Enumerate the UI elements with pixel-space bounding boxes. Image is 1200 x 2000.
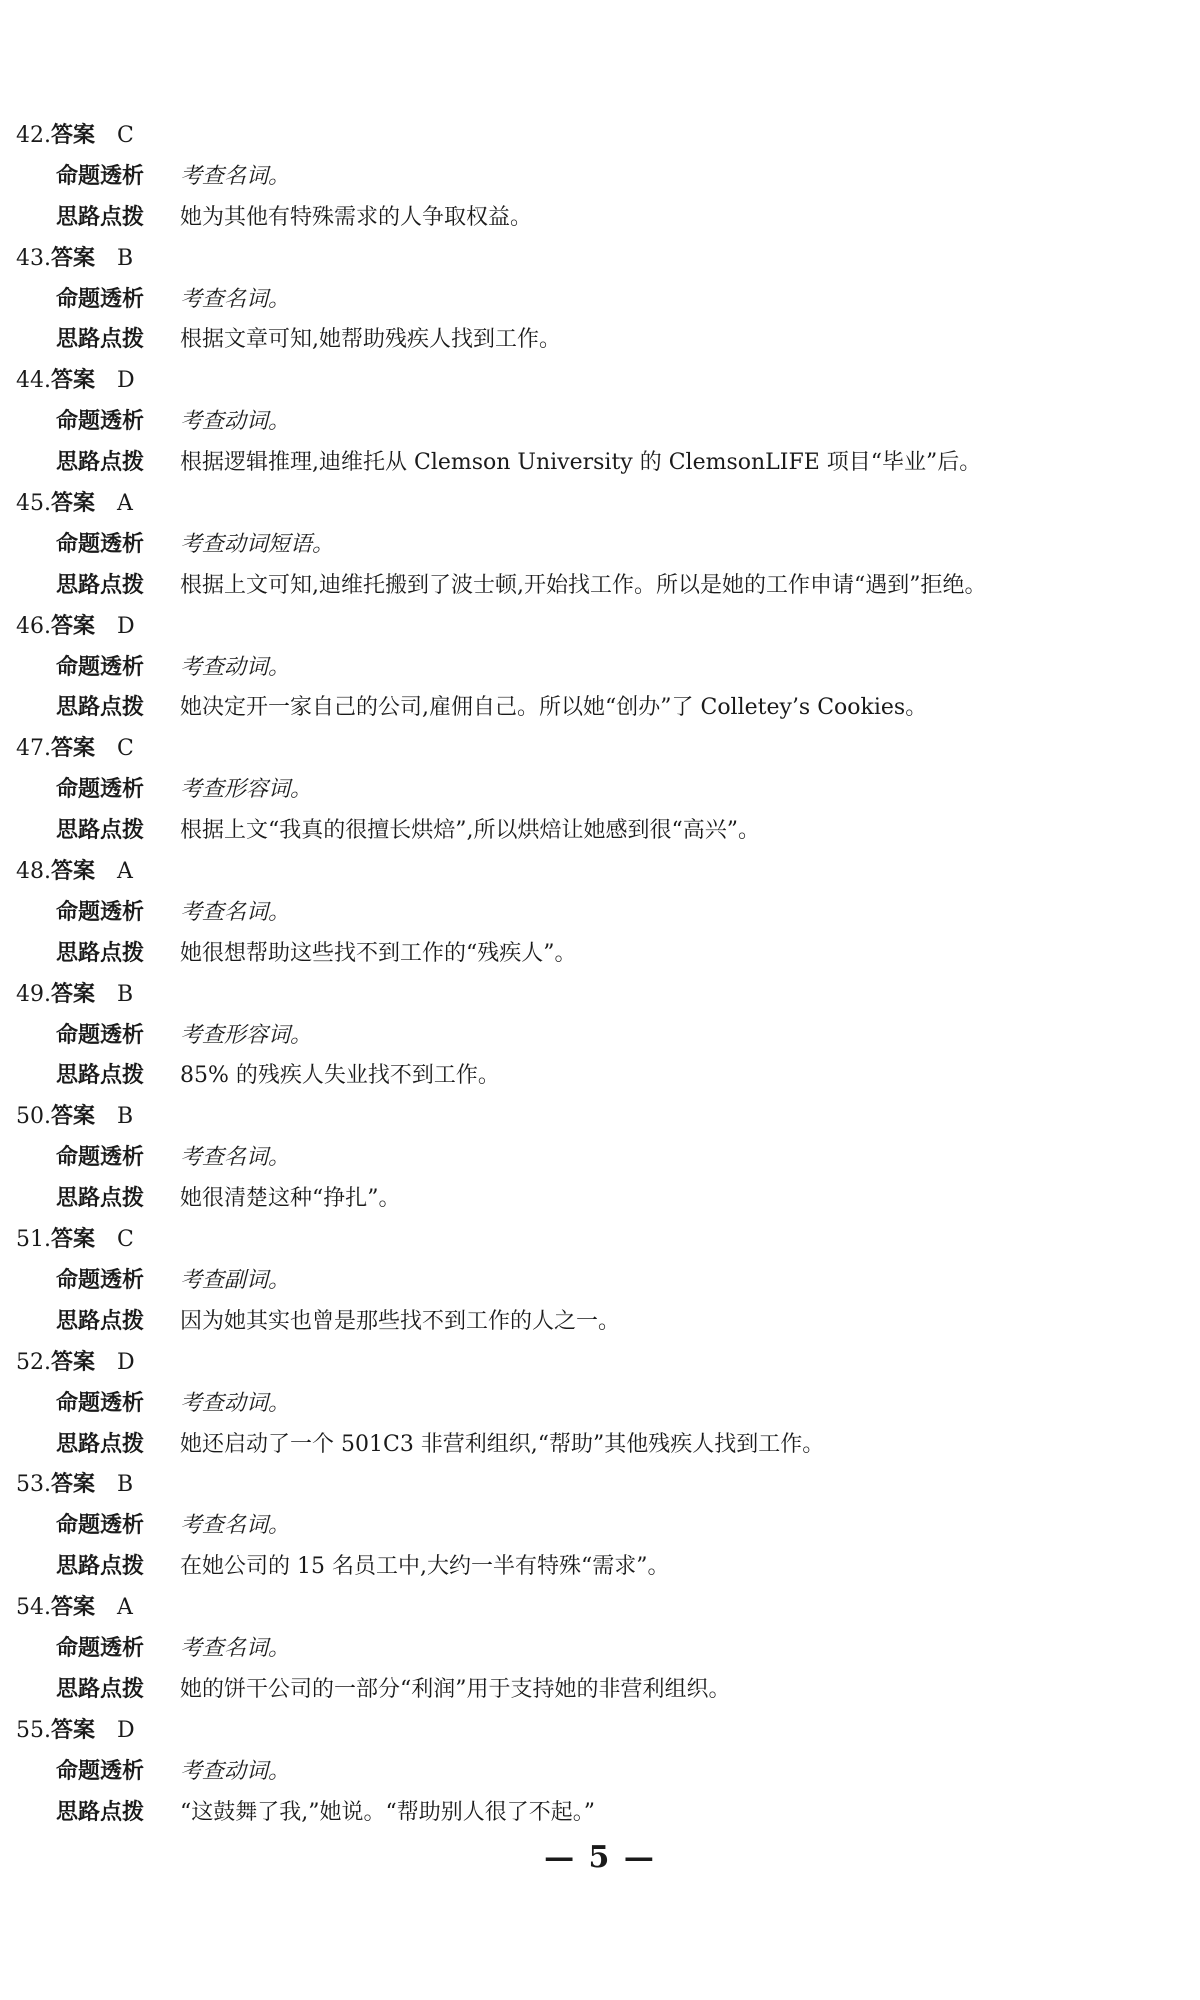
answer-line bbox=[16, 239, 1176, 280]
analysis-text: 考查名词。 bbox=[180, 1635, 291, 1661]
answer-label: 答案 bbox=[51, 1227, 96, 1253]
analysis-line bbox=[16, 1506, 1176, 1547]
answer-label: 答案 bbox=[51, 1472, 96, 1498]
question-number: 48. bbox=[16, 859, 51, 885]
explain-line bbox=[16, 1056, 1176, 1097]
answer-label: 答案 bbox=[51, 1349, 96, 1375]
analysis-line bbox=[16, 525, 1176, 566]
explain-text: 因为她其实也曾是那些找不到工作的人之一。 bbox=[180, 1308, 621, 1334]
answer-label: 答案 bbox=[51, 736, 96, 762]
explain-label: 思路点拨 bbox=[56, 1186, 145, 1212]
explain-text: 根据上文可知,迪维托搬到了波士顿,开始找工作。所以是她的工作申请“遇到”拒绝。 bbox=[180, 572, 987, 598]
answer-label: 答案 bbox=[51, 1595, 96, 1621]
answer-entry bbox=[16, 607, 1176, 730]
explain-text: 她还启动了一个 501C3 非营利组织,“帮助”其他残疾人找到工作。 bbox=[180, 1431, 825, 1457]
answer-line bbox=[16, 1097, 1176, 1138]
explain-line bbox=[16, 811, 1176, 852]
question-number: 42. bbox=[16, 123, 51, 148]
explain-label: 思路点拨 bbox=[56, 818, 145, 844]
explain-line bbox=[16, 1670, 1176, 1711]
analysis-text: 考查名词。 bbox=[180, 163, 291, 189]
answer-line bbox=[16, 975, 1176, 1016]
explain-label: 思路点拨 bbox=[56, 327, 145, 353]
question-number: 43. bbox=[16, 245, 51, 271]
answer-entry bbox=[16, 1588, 1176, 1711]
answer-line bbox=[16, 1711, 1176, 1752]
analysis-label: 命题透析 bbox=[56, 286, 145, 312]
question-number: 46. bbox=[16, 613, 51, 639]
answer-entry bbox=[16, 1343, 1176, 1466]
answer-line bbox=[16, 852, 1176, 893]
analysis-label: 命题透析 bbox=[56, 1145, 145, 1171]
analysis-line bbox=[16, 1384, 1176, 1425]
answer-label: 答案 bbox=[51, 613, 96, 639]
explain-text: 她为其他有特殊需求的人争取权益。 bbox=[180, 204, 533, 230]
answer-entries bbox=[16, 116, 1176, 1833]
answer-label: 答案 bbox=[51, 491, 96, 517]
analysis-label: 命题透析 bbox=[56, 1513, 145, 1539]
answer-label: 答案 bbox=[51, 368, 96, 394]
explain-line bbox=[16, 443, 1176, 484]
analysis-text: 考查形容词。 bbox=[180, 777, 313, 803]
explain-text: 她决定开一家自己的公司,雇佣自己。所以她“创办”了 Colletey’s Cookies。 bbox=[180, 695, 928, 721]
answer-value: C bbox=[117, 736, 134, 762]
analysis-text: 考查动词。 bbox=[180, 654, 291, 680]
analysis-label: 命题透析 bbox=[56, 531, 145, 557]
explain-text: 她很清楚这种“挣扎”。 bbox=[180, 1186, 401, 1212]
analysis-line bbox=[16, 893, 1176, 934]
explain-line bbox=[16, 1302, 1176, 1343]
answer-value: B bbox=[117, 981, 134, 1007]
analysis-line bbox=[16, 402, 1176, 443]
explain-label: 思路点拨 bbox=[56, 1676, 145, 1702]
answer-label: 答案 bbox=[51, 1104, 96, 1130]
question-number: 44. bbox=[16, 368, 51, 394]
answer-entry bbox=[16, 1465, 1176, 1588]
explain-text: 根据文章可知,她帮助残疾人找到工作。 bbox=[180, 327, 561, 353]
question-number: 45. bbox=[16, 491, 51, 517]
explain-label: 思路点拨 bbox=[56, 572, 145, 598]
analysis-line bbox=[16, 280, 1176, 321]
answer-line bbox=[16, 484, 1176, 525]
analysis-text: 考查动词。 bbox=[180, 409, 291, 435]
analysis-line bbox=[16, 1629, 1176, 1670]
analysis-label: 命题透析 bbox=[56, 1267, 145, 1293]
analysis-label: 命题透析 bbox=[56, 777, 145, 803]
answer-entry bbox=[16, 975, 1176, 1098]
answer-entry bbox=[16, 361, 1176, 484]
page-number: — 5 — bbox=[544, 1840, 656, 1875]
analysis-text: 考查动词短语。 bbox=[180, 531, 335, 557]
explain-label: 思路点拨 bbox=[56, 1431, 145, 1457]
analysis-label: 命题透析 bbox=[56, 1390, 145, 1416]
answer-line bbox=[16, 116, 1176, 157]
explain-text: “这鼓舞了我,”她说。“帮助别人很了不起。” bbox=[180, 1799, 595, 1825]
answer-value: C bbox=[117, 1227, 134, 1253]
answer-line bbox=[16, 1465, 1176, 1506]
analysis-label: 命题透析 bbox=[56, 409, 145, 435]
explain-line bbox=[16, 1179, 1176, 1220]
analysis-label: 命题透析 bbox=[56, 654, 145, 680]
answer-line bbox=[16, 1588, 1176, 1629]
explain-line bbox=[16, 1793, 1176, 1834]
explain-text: 她很想帮助这些找不到工作的“残疾人”。 bbox=[180, 940, 577, 966]
answer-line bbox=[16, 729, 1176, 770]
analysis-text: 考查动词。 bbox=[180, 1758, 291, 1784]
explain-line bbox=[16, 934, 1176, 975]
explain-label: 思路点拨 bbox=[56, 1799, 145, 1825]
explain-text: 根据逻辑推理,迪维托从 Clemson University 的 ClemsonLIFE 项目“毕业”后。 bbox=[180, 450, 982, 476]
analysis-label: 命题透析 bbox=[56, 1758, 145, 1784]
analysis-line bbox=[16, 1016, 1176, 1057]
question-number: 49. bbox=[16, 981, 51, 1007]
analysis-label: 命题透析 bbox=[56, 899, 145, 925]
analysis-text: 考查副词。 bbox=[180, 1267, 291, 1293]
answer-value: B bbox=[117, 1472, 134, 1498]
answer-line bbox=[16, 1343, 1176, 1384]
answer-value: A bbox=[117, 859, 133, 885]
analysis-text: 考查名词。 bbox=[180, 1145, 291, 1171]
explain-line bbox=[16, 566, 1176, 607]
answer-entry bbox=[16, 729, 1176, 852]
analysis-text: 考查名词。 bbox=[180, 899, 291, 925]
explain-label: 思路点拨 bbox=[56, 1308, 145, 1334]
answer-value: B bbox=[117, 245, 134, 271]
explain-label: 思路点拨 bbox=[56, 1063, 145, 1089]
answer-entry bbox=[16, 484, 1176, 607]
analysis-line bbox=[16, 770, 1176, 811]
answer-value: D bbox=[117, 368, 135, 394]
answer-value: D bbox=[117, 1717, 135, 1743]
analysis-label: 命题透析 bbox=[56, 1635, 145, 1661]
answer-value: D bbox=[117, 1349, 135, 1375]
analysis-text: 考查形容词。 bbox=[180, 1022, 313, 1048]
answer-entry bbox=[16, 852, 1176, 975]
explain-label: 思路点拨 bbox=[56, 450, 145, 476]
question-number: 52. bbox=[16, 1349, 51, 1375]
question-number: 54. bbox=[16, 1595, 51, 1621]
answer-label: 答案 bbox=[51, 981, 96, 1007]
question-number: 50. bbox=[16, 1104, 51, 1130]
answer-line bbox=[16, 607, 1176, 648]
answer-value: A bbox=[117, 491, 133, 517]
analysis-line bbox=[16, 1752, 1176, 1793]
answer-value: D bbox=[117, 613, 135, 639]
question-number: 55. bbox=[16, 1717, 51, 1743]
analysis-text: 考查动词。 bbox=[180, 1390, 291, 1416]
explain-text: 85% 的残疾人失业找不到工作。 bbox=[180, 1063, 500, 1089]
answer-label: 答案 bbox=[51, 245, 96, 271]
explain-label: 思路点拨 bbox=[56, 1554, 145, 1580]
explain-label: 思路点拨 bbox=[56, 204, 145, 230]
question-number: 53. bbox=[16, 1472, 51, 1498]
answer-value: A bbox=[117, 1595, 133, 1621]
answer-value: C bbox=[117, 123, 134, 148]
explain-line bbox=[16, 1547, 1176, 1588]
question-number: 47. bbox=[16, 736, 51, 762]
analysis-label: 命题透析 bbox=[56, 163, 145, 189]
analysis-line bbox=[16, 648, 1176, 689]
explain-label: 思路点拨 bbox=[56, 695, 145, 721]
answer-entry bbox=[16, 1220, 1176, 1343]
explain-line bbox=[16, 1425, 1176, 1466]
answer-entry bbox=[16, 1097, 1176, 1220]
analysis-line bbox=[16, 157, 1176, 198]
answer-entry bbox=[16, 1711, 1176, 1834]
answer-line bbox=[16, 1220, 1176, 1261]
explain-text: 根据上文“我真的很擅长烘焙”,所以烘焙让她感到很“高兴”。 bbox=[180, 818, 760, 844]
question-number: 51. bbox=[16, 1227, 51, 1253]
explain-line bbox=[16, 320, 1176, 361]
answer-label: 答案 bbox=[51, 1717, 96, 1743]
answer-entry bbox=[16, 116, 1176, 239]
explain-label: 思路点拨 bbox=[56, 940, 145, 966]
analysis-line bbox=[16, 1138, 1176, 1179]
analysis-text: 考查名词。 bbox=[180, 286, 291, 312]
explain-line bbox=[16, 198, 1176, 239]
explain-line bbox=[16, 688, 1176, 729]
answer-line bbox=[16, 361, 1176, 402]
analysis-label: 命题透析 bbox=[56, 1022, 145, 1048]
explain-text: 在她公司的 15 名员工中,大约一半有特殊“需求”。 bbox=[180, 1554, 670, 1580]
answer-label: 答案 bbox=[51, 123, 96, 148]
explain-text: 她的饼干公司的一部分“利润”用于支持她的非营利组织。 bbox=[180, 1676, 731, 1702]
answer-value: B bbox=[117, 1104, 134, 1130]
analysis-line bbox=[16, 1261, 1176, 1302]
analysis-text: 考查名词。 bbox=[180, 1513, 291, 1539]
answer-entry bbox=[16, 239, 1176, 362]
answer-label: 答案 bbox=[51, 859, 96, 885]
